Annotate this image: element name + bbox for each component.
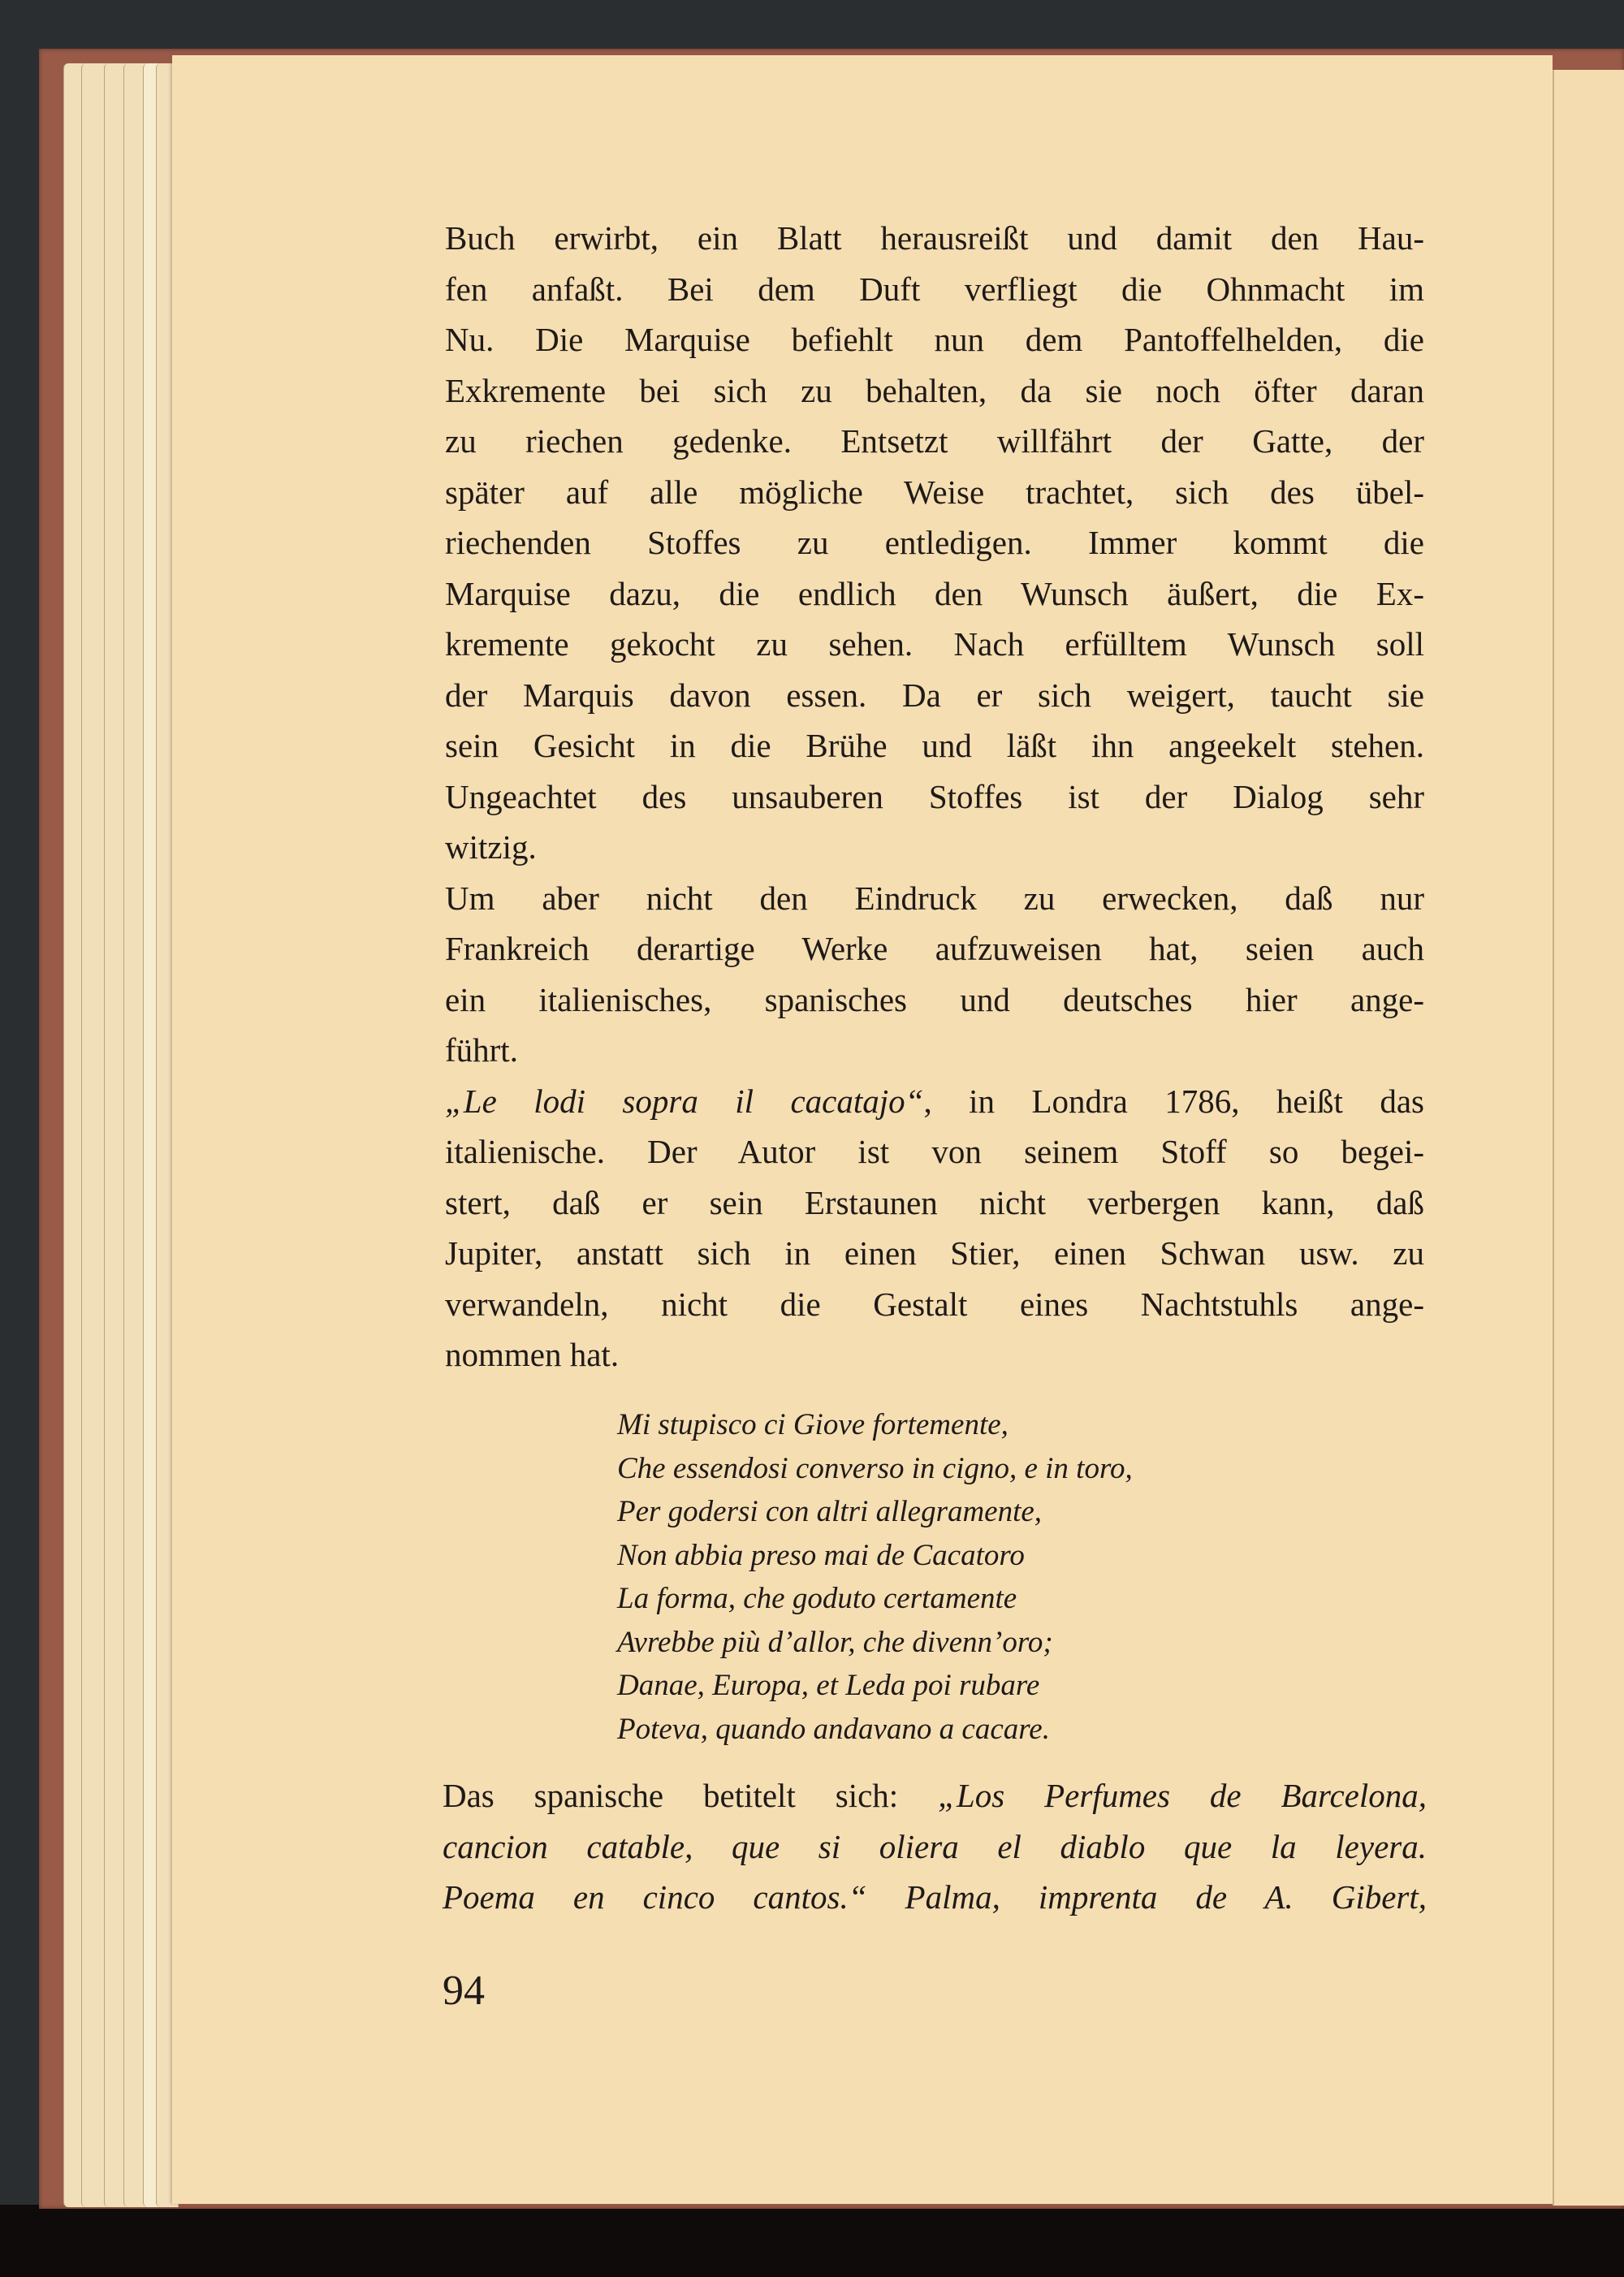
verse-line: Non abbia preso mai de Cacatoro	[617, 1538, 1025, 1572]
verse-line: Mi stupisco ci Giove fortemente,	[617, 1408, 1009, 1441]
text-line: später auf alle mögliche Weise trachtet, sich des übel-	[445, 473, 1424, 511]
text-line: zu riechen gedenke. Entsetzt willfährt der Gatte, der	[445, 422, 1424, 460]
text-line: witzig.	[445, 828, 537, 866]
verse-line: Danae, Europa, et Leda poi rubare	[617, 1669, 1040, 1702]
text-line: Ungeachtet des unsauberen Stoffes ist der Dialog sehr	[445, 777, 1424, 815]
text-line: cancion catable, que si oliera el diablo que la leyera.	[443, 1827, 1427, 1865]
paragraph-3	[445, 1076, 1424, 1380]
italian-verse	[617, 1403, 1348, 1751]
text-line: Um aber nicht den Eindruck zu erwecken, daß nur	[445, 879, 1424, 917]
text-line: sein Gesicht in die Brühe und läßt ihn angeekelt stehen.	[445, 727, 1424, 764]
spanish-title-paragraph	[443, 1770, 1427, 1923]
spanish-title: „Los Perfumes de Barcelona,	[938, 1777, 1427, 1814]
text-line: Frankreich derartige Werke aufzuweisen hat, seien auch	[445, 930, 1424, 967]
text-line: italienische. Der Autor ist von seinem Stoff so begei-	[445, 1133, 1424, 1170]
text-fragment: , in Londra 1786, heißt das	[923, 1082, 1424, 1120]
text-line: Marquise dazu, die endlich den Wunsch äußert, die Ex-	[445, 574, 1424, 612]
verse-line: La forma, che goduto certamente	[617, 1582, 1017, 1615]
dark-backdrop	[0, 2205, 1624, 2277]
text-line: Exkremente bei sich zu behalten, da sie noch öfter daran	[445, 371, 1424, 409]
text-line: kremente gekocht zu sehen. Nach erfülltem Wunsch soll	[445, 625, 1424, 663]
text-line: fen anfaßt. Bei dem Duft verfliegt die Ohnmacht im	[445, 270, 1424, 308]
text-line: stert, daß er sein Erstaunen nicht verbergen kann, daß	[445, 1183, 1424, 1221]
verse-line: Avrebbe più d’allor, che divenn’oro;	[617, 1625, 1053, 1659]
text-line: riechenden Stoffes zu entledigen. Immer kommt die	[445, 524, 1424, 561]
text-line: Buch erwirbt, ein Blatt herausreißt und damit den Hau-	[445, 219, 1424, 257]
body-text	[445, 213, 1424, 1380]
text-line: der Marquis davon essen. Da er sich weigert, taucht sie	[445, 676, 1424, 714]
text-line: verwandeln, nicht die Gestalt eines Nachtstuhls ange-	[445, 1285, 1424, 1323]
verse-line: Poteva, quando andavano a cacare.	[617, 1712, 1050, 1746]
page-number: 94	[443, 1968, 485, 2014]
text-line: Nu. Die Marquise befiehlt nun dem Pantoffelhelden, die	[445, 321, 1424, 358]
verse-line: Per godersi con altri allegramente,	[617, 1495, 1043, 1528]
text-line	[445, 1076, 1424, 1127]
text-line: Poema en cinco cantos.“ Palma, imprenta de A. Gibert,	[443, 1878, 1427, 1916]
italian-title: „Le lodi sopra il cacatajo“	[445, 1082, 924, 1120]
verse-line: Che essendosi converso in cigno, e in toro,	[617, 1451, 1133, 1485]
text-line: ein italienisches, spanisches und deutsches hier ange-	[445, 980, 1424, 1018]
text-line: nommen hat.	[445, 1336, 620, 1373]
text-line	[443, 1770, 1427, 1821]
paragraph-1	[445, 213, 1424, 873]
paragraph-2	[445, 873, 1424, 1076]
facing-page-edge	[1553, 70, 1624, 2206]
text-line: führt.	[445, 1031, 518, 1069]
text-line: Jupiter, anstatt sich in einen Stier, einen Schwan usw. zu	[445, 1234, 1424, 1272]
text-fragment: Das spanische betitelt sich:	[443, 1777, 939, 1814]
